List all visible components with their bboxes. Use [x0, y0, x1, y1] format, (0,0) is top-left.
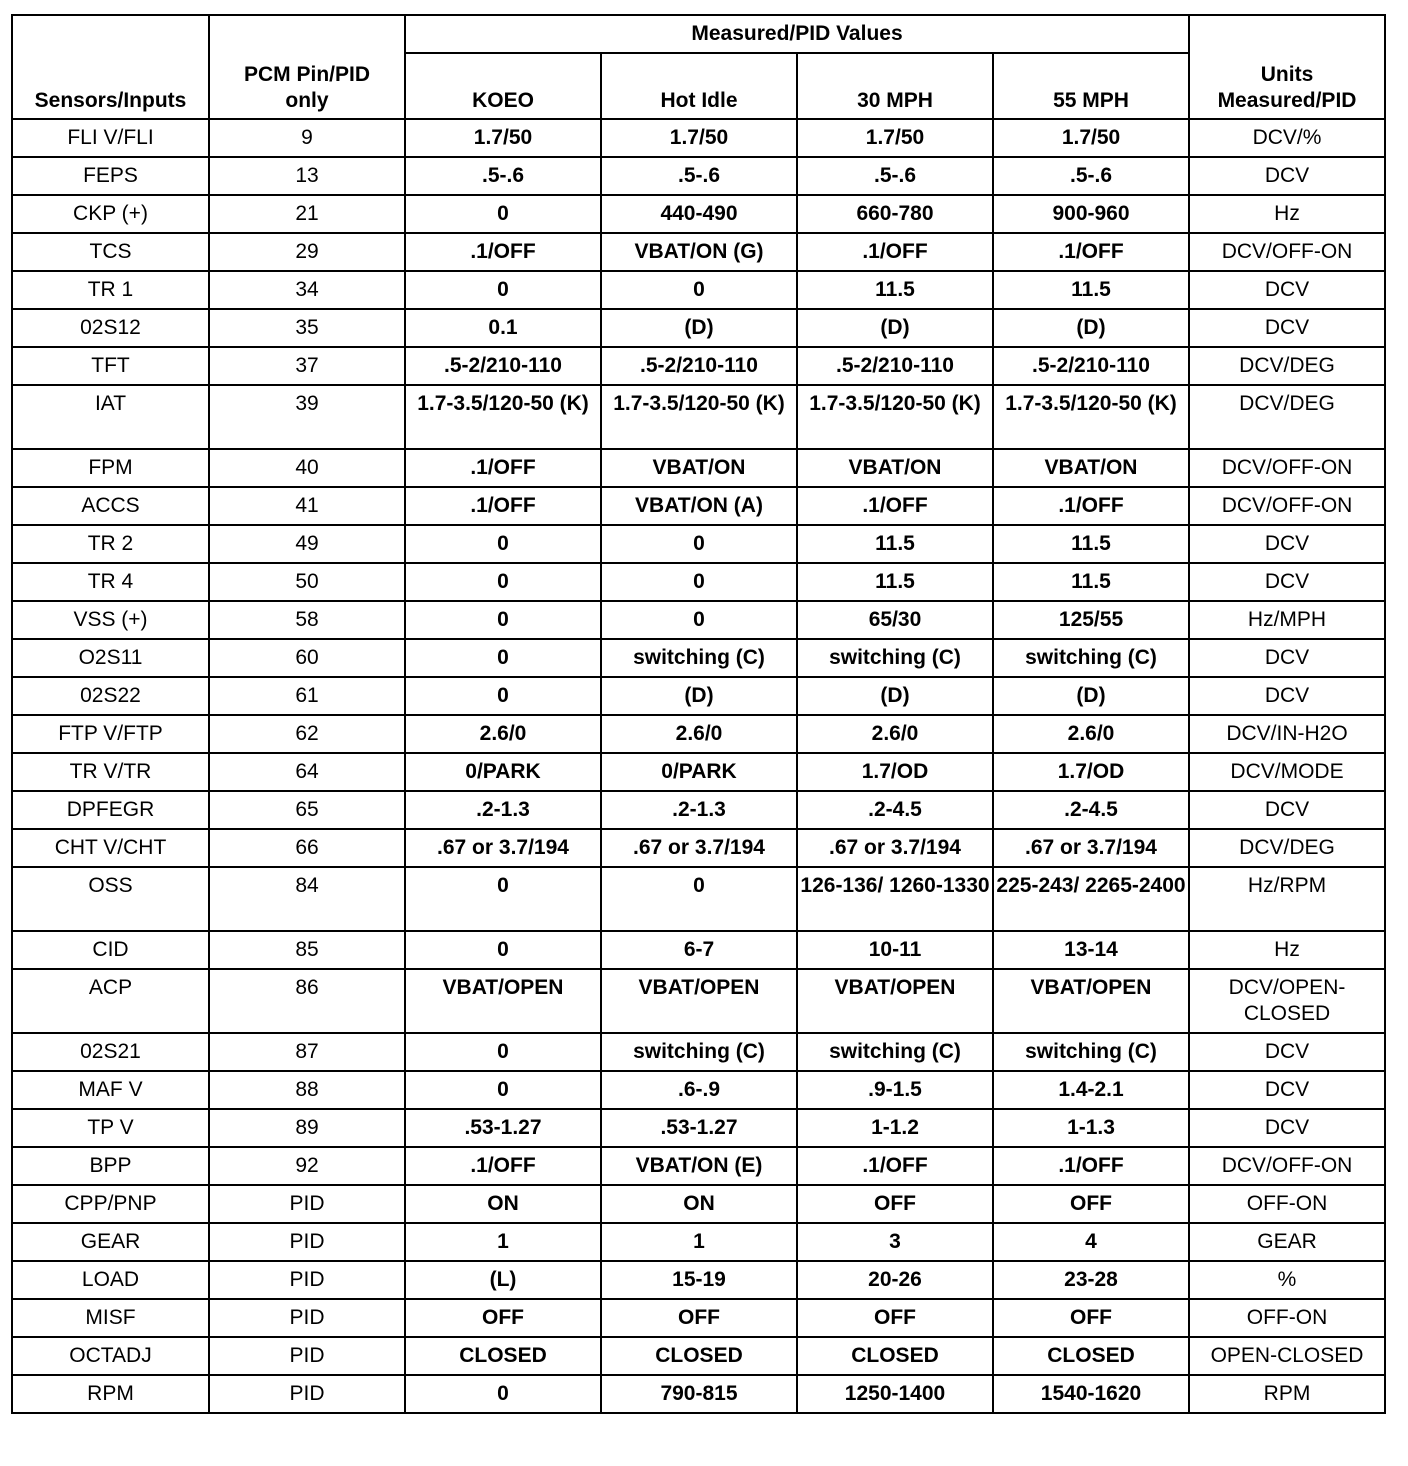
mph-55-cell: .5-.6 [993, 157, 1189, 195]
mph-30-cell: .9-1.5 [797, 1071, 993, 1109]
koeo-cell: OFF [405, 1299, 601, 1337]
units-cell: Hz [1189, 195, 1385, 233]
units-cell: OFF-ON [1189, 1185, 1385, 1223]
table-row [12, 829, 1385, 867]
header-55-mph: 55 MPH [993, 53, 1189, 119]
pin-cell: PID [209, 1261, 405, 1299]
sensor-cell: FTP V/FTP [12, 715, 209, 753]
pin-cell: 50 [209, 563, 405, 601]
sensor-cell: LOAD [12, 1261, 209, 1299]
hot-idle-cell: 0 [601, 563, 797, 601]
mph-55-cell: 11.5 [993, 271, 1189, 309]
mph-55-cell: CLOSED [993, 1337, 1189, 1375]
pin-cell: 89 [209, 1109, 405, 1147]
sensor-cell: CKP (+) [12, 195, 209, 233]
mph-30-cell: .1/OFF [797, 233, 993, 271]
units-cell: DCV [1189, 639, 1385, 677]
mph-55-cell: OFF [993, 1185, 1189, 1223]
mph-55-cell: 2.6/0 [993, 715, 1189, 753]
mph-30-cell: (D) [797, 309, 993, 347]
units-cell: DCV/DEG [1189, 829, 1385, 867]
hot-idle-cell: .5-.6 [601, 157, 797, 195]
header-pcm-pin-line2: only [285, 89, 329, 112]
mph-30-cell: 20-26 [797, 1261, 993, 1299]
mph-30-cell: VBAT/ON [797, 449, 993, 487]
units-cell: DCV/DEG [1189, 347, 1385, 385]
units-cell: DCV/MODE [1189, 753, 1385, 791]
units-cell: DCV/DEG [1189, 385, 1385, 449]
sensor-cell: ACP [12, 969, 209, 1033]
units-cell: DCV/OFF-ON [1189, 487, 1385, 525]
table-row [12, 309, 1385, 347]
hot-idle-cell: VBAT/ON (G) [601, 233, 797, 271]
table-row [12, 791, 1385, 829]
mph-55-cell: switching (C) [993, 639, 1189, 677]
mph-55-cell: 11.5 [993, 525, 1189, 563]
pin-cell: 66 [209, 829, 405, 867]
units-cell: DCV [1189, 677, 1385, 715]
hot-idle-cell: 0/PARK [601, 753, 797, 791]
hot-idle-cell: VBAT/ON (E) [601, 1147, 797, 1185]
koeo-cell: 1.7/50 [405, 119, 601, 157]
koeo-cell: .1/OFF [405, 1147, 601, 1185]
table-row [12, 931, 1385, 969]
koeo-cell: 1 [405, 1223, 601, 1261]
pin-cell: 64 [209, 753, 405, 791]
mph-55-cell: 900-960 [993, 195, 1189, 233]
sensor-cell: IAT [12, 385, 209, 449]
hot-idle-cell: .6-.9 [601, 1071, 797, 1109]
hot-idle-cell: 440-490 [601, 195, 797, 233]
koeo-cell: 0 [405, 195, 601, 233]
units-cell: DCV [1189, 157, 1385, 195]
mph-55-cell: .2-4.5 [993, 791, 1189, 829]
pin-cell: 39 [209, 385, 405, 449]
koeo-cell: 0.1 [405, 309, 601, 347]
sensor-cell: TR 2 [12, 525, 209, 563]
sensor-cell: OCTADJ [12, 1337, 209, 1375]
table-row [12, 1109, 1385, 1147]
units-cell: Hz/RPM [1189, 867, 1385, 931]
mph-55-cell: 225-243/ 2265-2400 [993, 867, 1189, 931]
sensor-cell: OSS [12, 867, 209, 931]
table-row [12, 753, 1385, 791]
units-cell: DCV/OPEN- CLOSED [1189, 969, 1385, 1033]
table-body [12, 119, 1385, 1413]
mph-30-cell: (D) [797, 677, 993, 715]
hot-idle-cell: 0 [601, 601, 797, 639]
specification-sheet [11, 14, 1384, 1414]
koeo-cell: 0 [405, 601, 601, 639]
mph-55-cell: 4 [993, 1223, 1189, 1261]
mph-30-cell: 11.5 [797, 563, 993, 601]
sensor-cell: RPM [12, 1375, 209, 1413]
table-row [12, 1261, 1385, 1299]
table-row [12, 969, 1385, 1033]
units-cell: DCV/OFF-ON [1189, 1147, 1385, 1185]
sensor-cell: VSS (+) [12, 601, 209, 639]
units-cell: DCV/IN-H2O [1189, 715, 1385, 753]
koeo-cell: .5-.6 [405, 157, 601, 195]
header-measured-values: Measured/PID Values [405, 15, 1189, 53]
header-sensors: Sensors/Inputs [12, 15, 209, 119]
hot-idle-cell: 0 [601, 525, 797, 563]
pin-cell: 49 [209, 525, 405, 563]
table-row [12, 195, 1385, 233]
mph-30-cell: .1/OFF [797, 487, 993, 525]
sensor-cell: FEPS [12, 157, 209, 195]
mph-30-cell: switching (C) [797, 639, 993, 677]
table-row [12, 601, 1385, 639]
pin-cell: 85 [209, 931, 405, 969]
mph-30-cell: 2.6/0 [797, 715, 993, 753]
table-row [12, 449, 1385, 487]
hot-idle-cell: VBAT/OPEN [601, 969, 797, 1033]
units-cell: DCV [1189, 525, 1385, 563]
table-row [12, 233, 1385, 271]
mph-55-cell: 1.7/OD [993, 753, 1189, 791]
table-row [12, 1223, 1385, 1261]
koeo-cell: ON [405, 1185, 601, 1223]
table-row [12, 1071, 1385, 1109]
pin-cell: 58 [209, 601, 405, 639]
mph-55-cell: 125/55 [993, 601, 1189, 639]
table-row [12, 1147, 1385, 1185]
units-cell: GEAR [1189, 1223, 1385, 1261]
pin-cell: PID [209, 1337, 405, 1375]
sensor-cell: CPP/PNP [12, 1185, 209, 1223]
table-row [12, 715, 1385, 753]
pin-cell: 86 [209, 969, 405, 1033]
mph-30-cell: 10-11 [797, 931, 993, 969]
sensor-cell: FLI V/FLI [12, 119, 209, 157]
mph-55-cell: .1/OFF [993, 1147, 1189, 1185]
mph-30-cell: OFF [797, 1299, 993, 1337]
mph-55-cell: 11.5 [993, 563, 1189, 601]
sensor-cell: TFT [12, 347, 209, 385]
pin-cell: 37 [209, 347, 405, 385]
units-cell: DCV [1189, 309, 1385, 347]
mph-55-cell: .67 or 3.7/194 [993, 829, 1189, 867]
pin-cell: PID [209, 1375, 405, 1413]
sensor-cell: TR 4 [12, 563, 209, 601]
pin-cell: 29 [209, 233, 405, 271]
sensor-cell: MAF V [12, 1071, 209, 1109]
pin-cell: 9 [209, 119, 405, 157]
sensor-cell: GEAR [12, 1223, 209, 1261]
mph-30-cell: .5-2/210-110 [797, 347, 993, 385]
table-row [12, 867, 1385, 931]
koeo-cell: 0 [405, 1375, 601, 1413]
sensor-cell: BPP [12, 1147, 209, 1185]
hot-idle-cell: 0 [601, 271, 797, 309]
koeo-cell: .53-1.27 [405, 1109, 601, 1147]
pin-cell: 65 [209, 791, 405, 829]
pin-cell: 60 [209, 639, 405, 677]
table-row [12, 677, 1385, 715]
table-row [12, 639, 1385, 677]
units-cell: Hz/MPH [1189, 601, 1385, 639]
hot-idle-cell: 2.6/0 [601, 715, 797, 753]
table-row [12, 525, 1385, 563]
table-row [12, 119, 1385, 157]
koeo-cell: 0/PARK [405, 753, 601, 791]
koeo-cell: 0 [405, 931, 601, 969]
mph-55-cell: (D) [993, 677, 1189, 715]
units-cell: DCV [1189, 1071, 1385, 1109]
sensor-cell: O2S11 [12, 639, 209, 677]
koeo-cell: 0 [405, 1033, 601, 1071]
pin-cell: 62 [209, 715, 405, 753]
sensor-cell: TP V [12, 1109, 209, 1147]
mph-55-cell: switching (C) [993, 1033, 1189, 1071]
hot-idle-cell: 1.7/50 [601, 119, 797, 157]
hot-idle-cell: OFF [601, 1299, 797, 1337]
pin-cell: PID [209, 1185, 405, 1223]
koeo-cell: 0 [405, 639, 601, 677]
mph-55-cell: (D) [993, 309, 1189, 347]
hot-idle-cell: CLOSED [601, 1337, 797, 1375]
pin-cell: 21 [209, 195, 405, 233]
mph-30-cell: 126-136/ 1260-1330 [797, 867, 993, 931]
units-cell: % [1189, 1261, 1385, 1299]
units-cell: DCV [1189, 563, 1385, 601]
mph-30-cell: .5-.6 [797, 157, 993, 195]
mph-30-cell: 660-780 [797, 195, 993, 233]
mph-55-cell: 13-14 [993, 931, 1189, 969]
sensor-cell: FPM [12, 449, 209, 487]
table-row [12, 1375, 1385, 1413]
header-units-line1: Units [1260, 63, 1314, 86]
koeo-cell: 0 [405, 1071, 601, 1109]
koeo-cell: 0 [405, 867, 601, 931]
mph-55-cell: 1-1.3 [993, 1109, 1189, 1147]
units-cell: OFF-ON [1189, 1299, 1385, 1337]
koeo-cell: 0 [405, 677, 601, 715]
pin-cell: 92 [209, 1147, 405, 1185]
mph-30-cell: 11.5 [797, 525, 993, 563]
sensor-cell: MISF [12, 1299, 209, 1337]
koeo-cell: .5-2/210-110 [405, 347, 601, 385]
mph-55-cell: VBAT/OPEN [993, 969, 1189, 1033]
mph-30-cell: 1250-1400 [797, 1375, 993, 1413]
sensor-cell: TR 1 [12, 271, 209, 309]
pin-cell: PID [209, 1223, 405, 1261]
sensor-cell: CID [12, 931, 209, 969]
table-row [12, 563, 1385, 601]
hot-idle-cell: VBAT/ON [601, 449, 797, 487]
koeo-cell: 0 [405, 563, 601, 601]
mph-55-cell: VBAT/ON [993, 449, 1189, 487]
koeo-cell: .1/OFF [405, 233, 601, 271]
mph-30-cell: 1.7/OD [797, 753, 993, 791]
mph-30-cell: .1/OFF [797, 1147, 993, 1185]
hot-idle-cell: 15-19 [601, 1261, 797, 1299]
table-row [12, 347, 1385, 385]
mph-30-cell: 1.7/50 [797, 119, 993, 157]
units-cell: DCV [1189, 1033, 1385, 1071]
pin-cell: 40 [209, 449, 405, 487]
koeo-cell: .2-1.3 [405, 791, 601, 829]
mph-55-cell: 1540-1620 [993, 1375, 1189, 1413]
hot-idle-cell: .53-1.27 [601, 1109, 797, 1147]
header-units [1189, 15, 1385, 119]
table-row [12, 385, 1385, 449]
hot-idle-cell: VBAT/ON (A) [601, 487, 797, 525]
koeo-cell: 0 [405, 271, 601, 309]
units-cell: DCV [1189, 271, 1385, 309]
hot-idle-cell: 6-7 [601, 931, 797, 969]
sensor-cell: 02S12 [12, 309, 209, 347]
mph-30-cell: switching (C) [797, 1033, 993, 1071]
koeo-cell: .1/OFF [405, 449, 601, 487]
mph-30-cell: 1.7-3.5/120-50 (K) [797, 385, 993, 449]
mph-55-cell: .1/OFF [993, 233, 1189, 271]
hot-idle-cell: .67 or 3.7/194 [601, 829, 797, 867]
pin-cell: 88 [209, 1071, 405, 1109]
table-header [12, 15, 1385, 119]
hot-idle-cell: .2-1.3 [601, 791, 797, 829]
units-cell: DCV/OFF-ON [1189, 233, 1385, 271]
koeo-cell: 1.7-3.5/120-50 (K) [405, 385, 601, 449]
table-row [12, 1337, 1385, 1375]
table-row [12, 487, 1385, 525]
hot-idle-cell: 1.7-3.5/120-50 (K) [601, 385, 797, 449]
mph-30-cell: 1-1.2 [797, 1109, 993, 1147]
units-cell: DCV/% [1189, 119, 1385, 157]
pin-cell: 84 [209, 867, 405, 931]
pin-cell: PID [209, 1299, 405, 1337]
mph-55-cell: .5-2/210-110 [993, 347, 1189, 385]
pin-cell: 61 [209, 677, 405, 715]
sensor-cell: ACCS [12, 487, 209, 525]
hot-idle-cell: switching (C) [601, 1033, 797, 1071]
hot-idle-cell: switching (C) [601, 639, 797, 677]
pin-cell: 41 [209, 487, 405, 525]
units-cell: RPM [1189, 1375, 1385, 1413]
mph-55-cell: .1/OFF [993, 487, 1189, 525]
hot-idle-cell: ON [601, 1185, 797, 1223]
units-cell: DCV [1189, 791, 1385, 829]
table-row [12, 1033, 1385, 1071]
mph-55-cell: 1.4-2.1 [993, 1071, 1189, 1109]
mph-30-cell: VBAT/OPEN [797, 969, 993, 1033]
mph-30-cell: 3 [797, 1223, 993, 1261]
pin-cell: 87 [209, 1033, 405, 1071]
mph-30-cell: .67 or 3.7/194 [797, 829, 993, 867]
units-cell: DCV/OFF-ON [1189, 449, 1385, 487]
koeo-cell: VBAT/OPEN [405, 969, 601, 1033]
sensor-cell: TR V/TR [12, 753, 209, 791]
koeo-cell: 2.6/0 [405, 715, 601, 753]
units-cell: OPEN-CLOSED [1189, 1337, 1385, 1375]
hot-idle-cell: 1 [601, 1223, 797, 1261]
header-units-line2: Measured/PID [1217, 89, 1357, 112]
mph-30-cell: .2-4.5 [797, 791, 993, 829]
mph-30-cell: 65/30 [797, 601, 993, 639]
header-30-mph: 30 MPH [797, 53, 993, 119]
sensor-cell: DPFEGR [12, 791, 209, 829]
koeo-cell: (L) [405, 1261, 601, 1299]
mph-55-cell: 1.7/50 [993, 119, 1189, 157]
header-koeo: KOEO [405, 53, 601, 119]
koeo-cell: .67 or 3.7/194 [405, 829, 601, 867]
mph-30-cell: 11.5 [797, 271, 993, 309]
hot-idle-cell: (D) [601, 677, 797, 715]
pin-cell: 13 [209, 157, 405, 195]
pid-values-table [11, 14, 1386, 1414]
sensor-cell: 02S22 [12, 677, 209, 715]
koeo-cell: CLOSED [405, 1337, 601, 1375]
mph-55-cell: 23-28 [993, 1261, 1189, 1299]
table-row [12, 1185, 1385, 1223]
header-hot-idle: Hot Idle [601, 53, 797, 119]
table-row [12, 271, 1385, 309]
hot-idle-cell: .5-2/210-110 [601, 347, 797, 385]
units-cell: DCV [1189, 1109, 1385, 1147]
pin-cell: 35 [209, 309, 405, 347]
mph-55-cell: 1.7-3.5/120-50 (K) [993, 385, 1189, 449]
table-row [12, 157, 1385, 195]
mph-30-cell: OFF [797, 1185, 993, 1223]
sensor-cell: TCS [12, 233, 209, 271]
mph-30-cell: CLOSED [797, 1337, 993, 1375]
sensor-cell: 02S21 [12, 1033, 209, 1071]
hot-idle-cell: 0 [601, 867, 797, 931]
units-cell: Hz [1189, 931, 1385, 969]
table-row [12, 1299, 1385, 1337]
hot-idle-cell: 790-815 [601, 1375, 797, 1413]
koeo-cell: 0 [405, 525, 601, 563]
header-pcm-pin [209, 15, 405, 119]
mph-55-cell: OFF [993, 1299, 1189, 1337]
sensor-cell: CHT V/CHT [12, 829, 209, 867]
header-pcm-pin-line1: PCM Pin/PID [243, 63, 370, 86]
hot-idle-cell: (D) [601, 309, 797, 347]
koeo-cell: .1/OFF [405, 487, 601, 525]
pin-cell: 34 [209, 271, 405, 309]
